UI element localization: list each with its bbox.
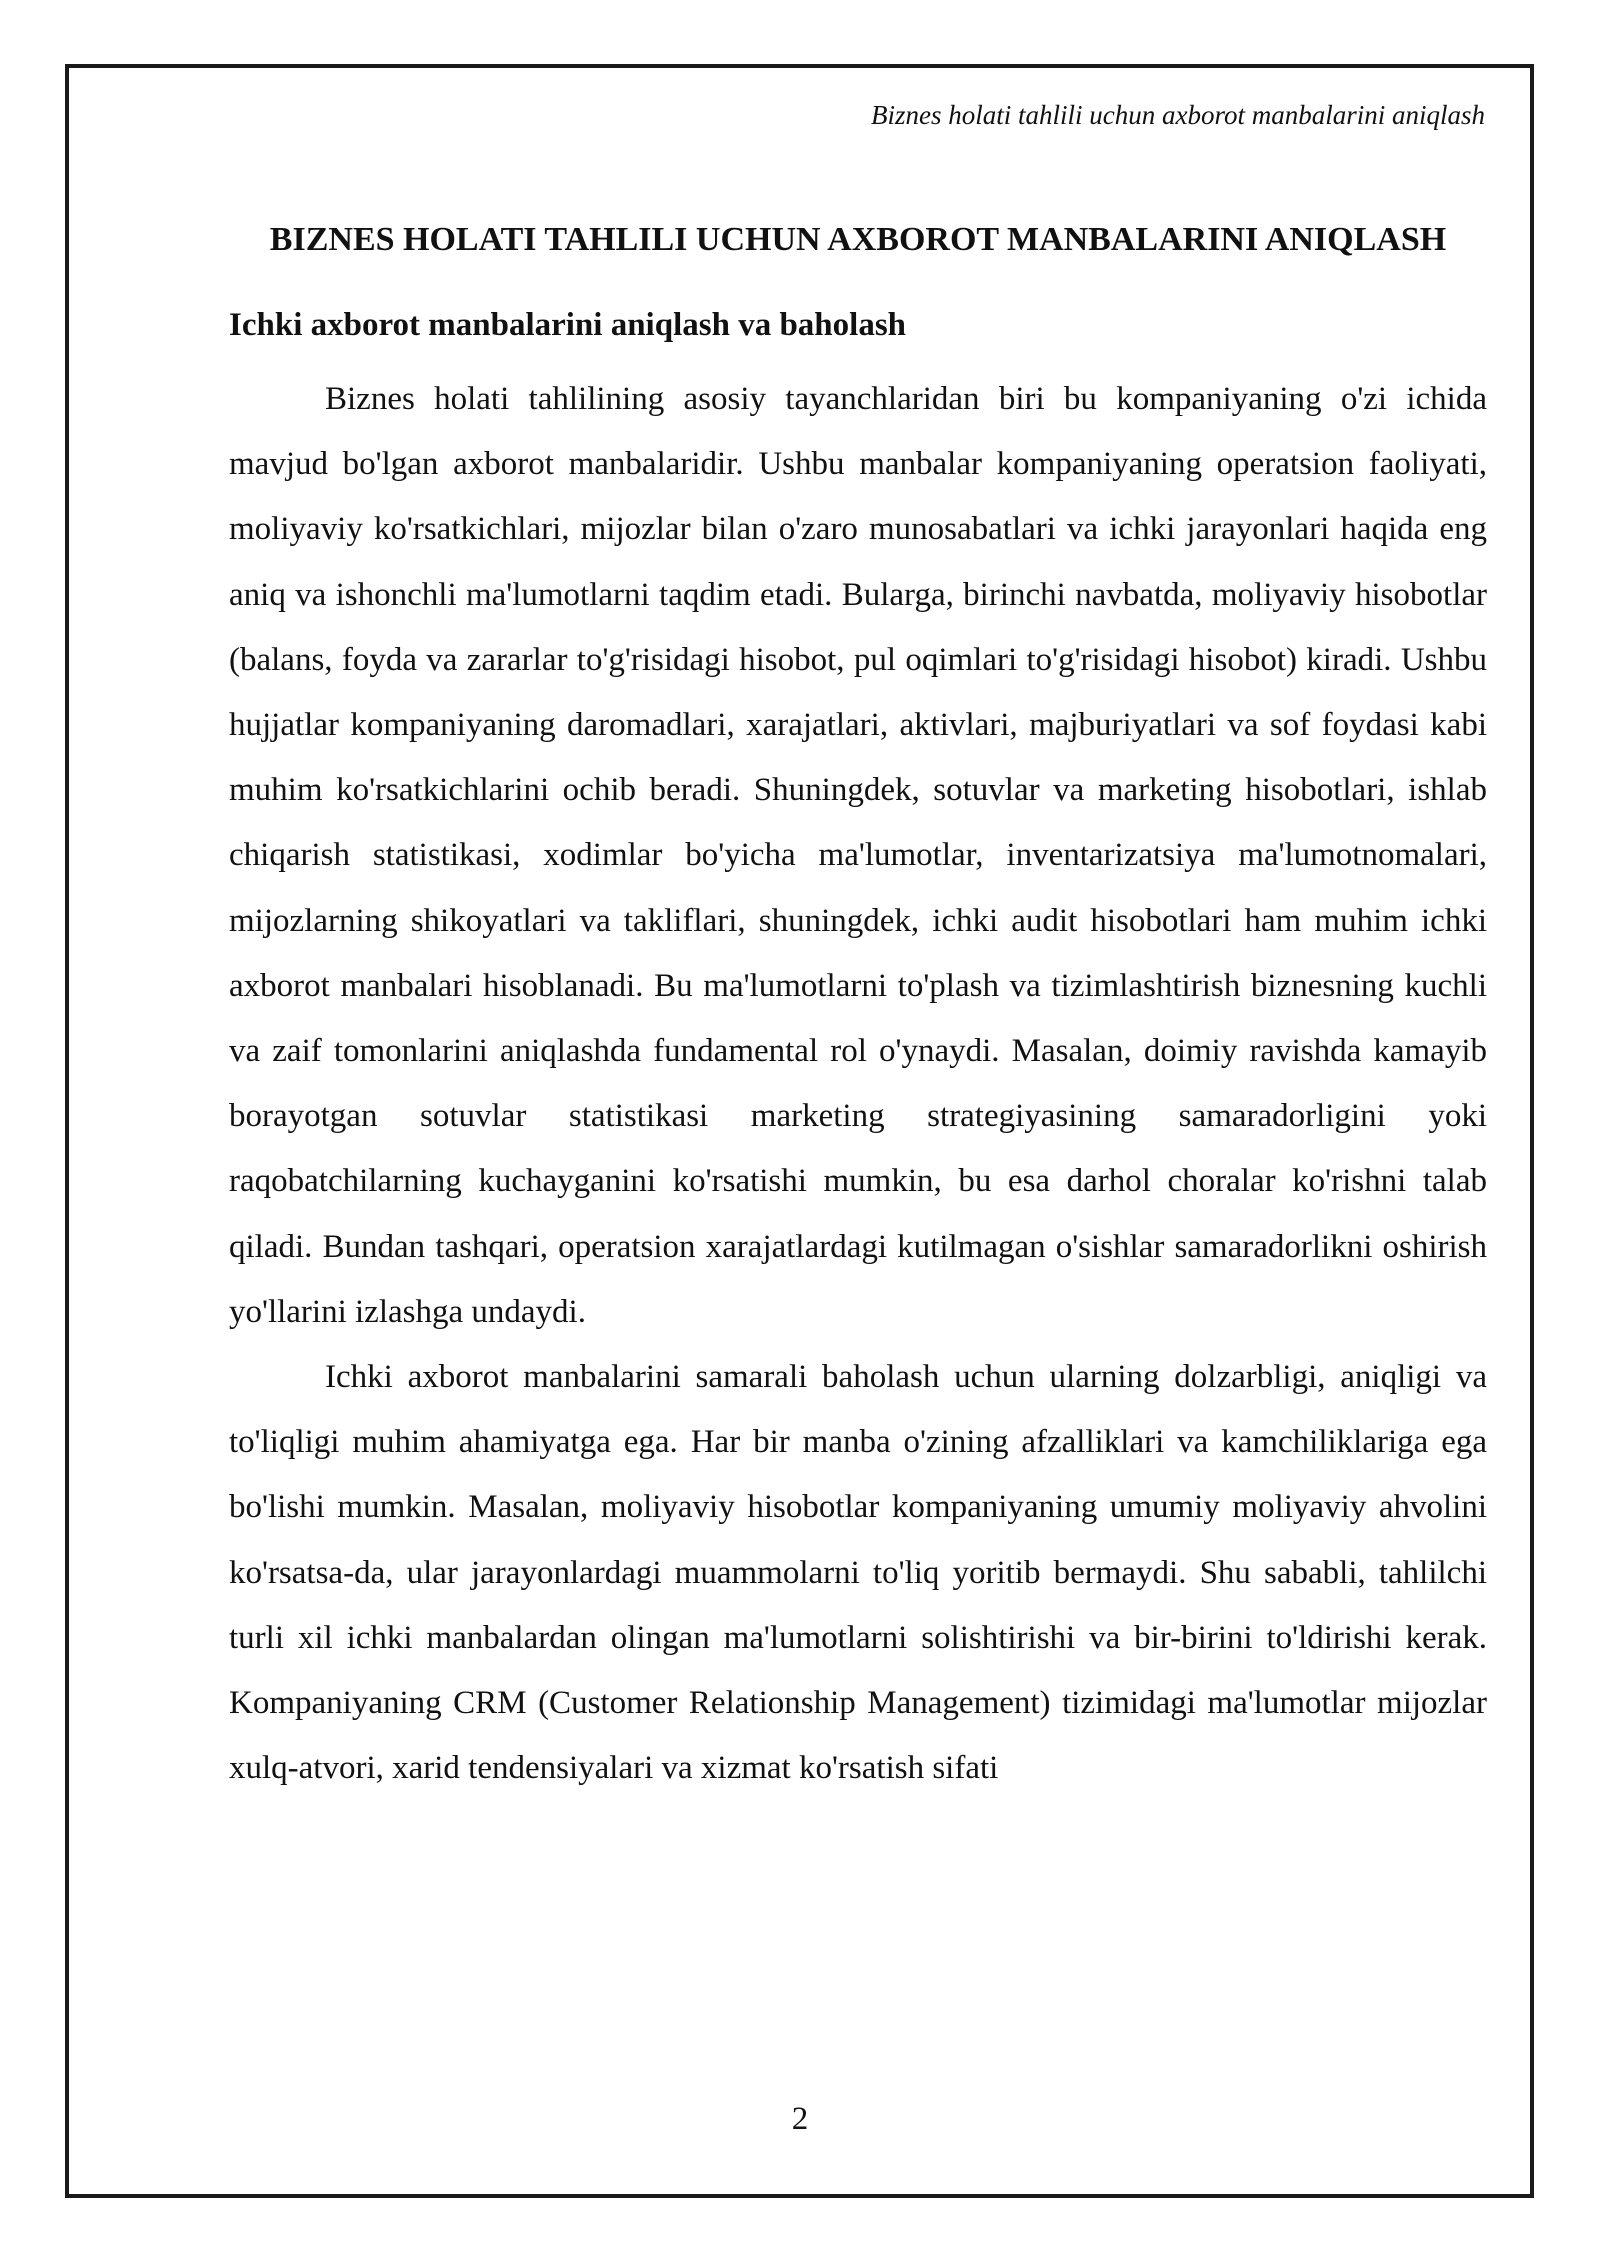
body-paragraph: Biznes holati tahlilining asosiy tayanchlaridan biri bu kompaniyaning o'zi ichida mavjud bo'lgan axborot manbalaridir. Ushbu manbalar kompaniyaning operatsion faoliyati, moliyaviy ko'rsatkichlari, mijozlar bilan o'zaro munosabatlari va ichki jarayonlari haqida eng aniq va ishonchli ma'lumotlarni taqdim etadi. Bularga, birinchi navbatda, moliyaviy hisobotlar (balans, foyda va zararlar to'g'risidagi hisobot, pul oqimlari to'g'risidagi hisobot) kiradi. Ushbu hujjatlar kompaniyaning daromadlari, xarajatlari, aktivlari, majburiyatlari va sof foydasi kabi muhim ko'rsatkichlarini ochib beradi. Shuningdek, sotuvlar va marketing hisobotlari, ishlab chiqarish statistikasi, xodimlar bo'yicha ma'lumotlar, inventarizatsiya ma'lumotnomalari, mijozlarning shikoyatlari va takliflari, shuningdek, ichki audit hisobotlari ham muhim ichki axborot manbalari hisoblanadi. Bu ma'lumotlarni to'plash va tizimlashtirish biznesning kuchli va zaif tomonlarini aniqlashda fundamental rol o'ynaydi. Masalan, doimiy ravishda kamayib borayotgan sotuvlar statistikasi marketing strategiyasining samaradorligini yoki raqobatchilarning kuchayganini ko'rsatishi mumkin, bu esa darhol choralar ko'rishni talab qiladi. Bundan tashqari, operatsion xarajatlardagi kutilmagan o'sishlar samaradorlikni oshirish yo'llarini izlashga undaydi. [229, 381, 1487, 1330]
section-heading: Ichki axborot manbalarini aniqlash va baholash [229, 307, 907, 343]
running-header: Biznes holati tahlili uchun axborot manbalarini aniqlash [871, 100, 1485, 130]
page-content [229, 207, 1487, 1801]
page-number: 2 [791, 2101, 809, 2137]
body-paragraph: Ichki axborot manbalarini samarali baholash uchun ularning dolzarbligi, aniqligi va to'liqligi muhim ahamiyatga ega. Har bir manba o'zining afzalliklari va kamchiliklariga ega bo'lishi mumkin. Masalan, moliyaviy hisobotlar kompaniyaning umumiy moliyaviy ahvolini ko'rsatsa-da, ular jarayonlardagi muammolarni to'liq yoritib bermaydi. Shu sababli, tahlilchi turli xil ichki manbalardan olingan ma'lumotlarni solishtirishi va bir-birini to'ldirishi kerak. Kompaniyaning CRM (Customer Relationship Management) tizimidagi ma'lumotlar mijozlar xulq-atvori, xarid tendensiyalari va xizmat ko'rsatish sifati [229, 1359, 1487, 1787]
document-title: BIZNES HOLATI TAHLILI UCHUN AXBOROT MANBALARINI ANIQLASH [269, 221, 1447, 258]
